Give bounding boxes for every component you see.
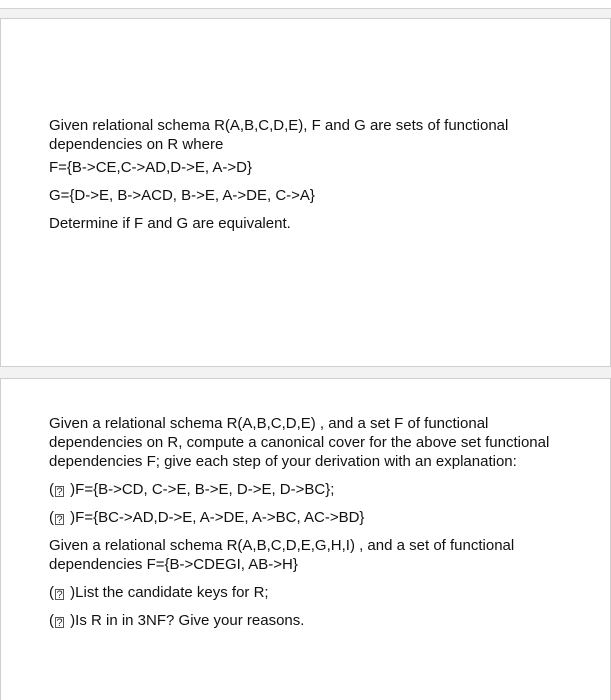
item-2-text: )F={BC->AD,D->E, A->DE, A->BC, AC->BD} — [66, 509, 365, 526]
item-4-paren: ( — [49, 612, 54, 629]
item-1-paren: ( — [49, 481, 54, 498]
missing-glyph-icon: ? — [56, 486, 63, 498]
question-1-f-set: F={B->CE,C->AD,D->E, A->D} — [49, 159, 252, 176]
top-card-edge — [0, 0, 611, 9]
item-3-paren: ( — [49, 584, 54, 601]
question-1-task: Determine if F and G are equivalent. — [49, 215, 291, 232]
question-2-item-1 — [49, 480, 556, 499]
question-1-content — [49, 116, 556, 237]
question-card-1 — [0, 18, 611, 367]
question-2-intro-2: Given a relational schema R(A,B,C,D,E,G,H,I) , and a set of functional dependencies F={B->CDEGI, AB->H} — [49, 537, 515, 573]
missing-glyph-icon: ? — [56, 589, 63, 601]
question-2-intro: Given a relational schema R(A,B,C,D,E) , and a set F of functional dependencies on R, compute a canonical cover for the above set functional dependencies F; give each step of your derivation with an explanation: — [49, 415, 550, 470]
question-2-item-4 — [49, 611, 556, 630]
question-1-g-set: G={D->E, B->ACD, B->E, A->DE, C->A} — [49, 187, 315, 204]
item-1-text: )F={B->CD, C->E, B->E, D->E, D->BC}; — [66, 481, 335, 498]
question-1-intro: Given relational schema R(A,B,C,D,E), F and G are sets of functional dependencies on R where — [49, 117, 509, 153]
missing-glyph-icon: ? — [56, 514, 63, 526]
question-card-2 — [0, 378, 611, 700]
missing-glyph-icon: ? — [56, 617, 63, 629]
item-2-paren: ( — [49, 509, 54, 526]
item-3-text: )List the candidate keys for R; — [66, 584, 269, 601]
question-2-item-3 — [49, 583, 556, 602]
item-4-text: )Is R in in 3NF? Give your reasons. — [66, 612, 305, 629]
question-2-item-2 — [49, 508, 556, 527]
question-2-content — [49, 414, 556, 634]
